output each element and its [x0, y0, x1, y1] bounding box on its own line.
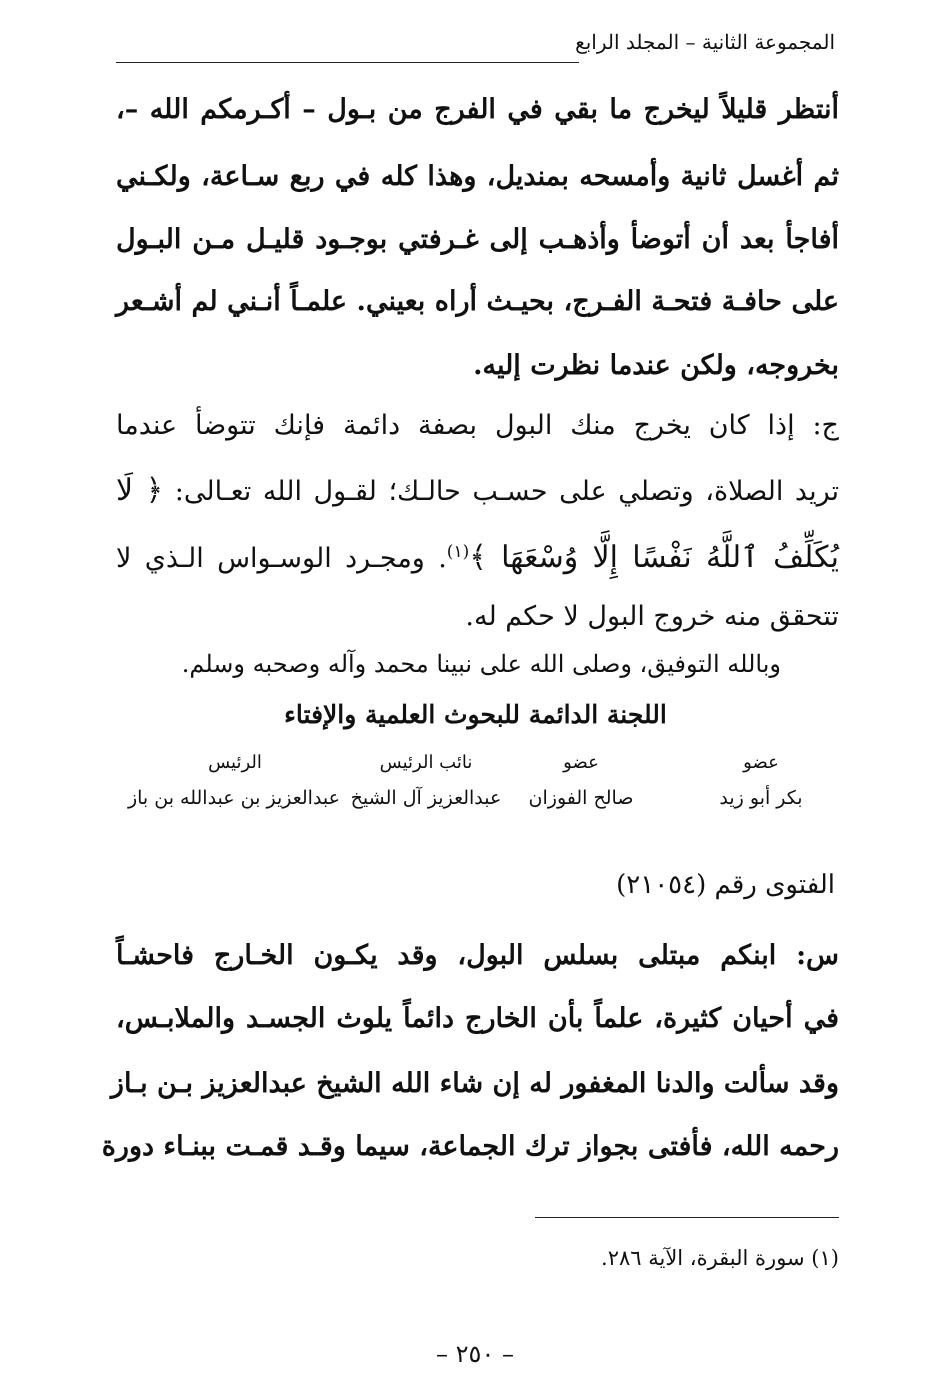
signatory-role: عضو	[743, 752, 779, 773]
answer-text: . ومجـرد الوسـواس الـذي لا	[116, 543, 447, 574]
header-rule	[116, 62, 579, 63]
footnote-marker: (١)	[446, 542, 470, 562]
signatory-name: عبدالعزيز بن عبدالله بن باز	[127, 787, 340, 809]
answer-line: تتحقق منه خروج البول لا حكم له.	[465, 601, 839, 632]
answer-line	[116, 540, 839, 575]
fatwa-number: الفتوى رقم (٢١٠٥٤)	[616, 870, 835, 900]
signatory-name: صالح الفوزان	[528, 787, 634, 809]
closing-formula: وبالله التوفيق، وصلى الله على نبينا محمد وآله وصحبه وسلم.	[181, 650, 781, 678]
signatory-role: نائب الرئيس	[379, 752, 473, 773]
answer-line: ج: إذا كان يخرج منك البول بصفة دائمة فإنك تتوضأ عندما	[116, 410, 839, 441]
quran-opening: ﴿ لَا	[116, 473, 164, 508]
answer-line	[116, 473, 839, 508]
signatory	[501, 752, 661, 809]
footnote: (١) سورة البقرة، الآية ٢٨٦.	[601, 1246, 839, 1270]
question-line: رحمه الله، فأفتى بجواز ترك الجماعة، سيما وقـد قمـت ببنـاء دورة	[101, 1131, 839, 1162]
signatory-name: بكر أبو زيد	[719, 787, 803, 809]
question-line: أفاجأ بعد أن أتوضأ وأذهـب إلى غـرفتي بوجـود قليـل مـن البـول	[116, 224, 839, 255]
running-header: المجموعة الثانية – المجلد الرابع	[575, 30, 835, 54]
footnote-rule	[535, 1217, 839, 1218]
question-line: ثم أغسل ثانية وأمسحه بمنديل، وهذا كله في ربع سـاعة، ولكـني	[116, 161, 839, 192]
page-number: – ٢٥٠ –	[436, 1340, 514, 1368]
committee-name: اللجنة الدائمة للبحوث العلمية والإفتاء	[284, 700, 667, 729]
signatory	[691, 752, 831, 809]
question-line: وقد سألت والدنا المغفور له إن شاء الله الشيخ عبدالعزيز بـن بـاز	[110, 1068, 839, 1099]
answer-text: تريد الصلاة، وتصلي على حسـب حالـك؛ لقـول الله تعـالى:	[163, 476, 839, 507]
question-line: في أحيان كثيرة، علماً بأن الخارج دائماً يلوث الجسـد والملابـس،	[116, 1003, 839, 1034]
signatory	[127, 752, 340, 809]
signatory-role: عضو	[563, 752, 599, 773]
question-line: على حافـة فتحـة الفـرج، بحيـث أراه بعيني. علمـاً أنـني لم أشـعر	[116, 286, 839, 317]
question-line: أنتظر قليلاً ليخرج ما بقي في الفرج من بـول – أكـرمكم الله –،	[116, 94, 839, 125]
quran-verse: يُكَلِّفُ ٱللَّهُ نَفْسًا إِلَّا وُسْعَهَا ﴾	[469, 540, 839, 575]
signatory	[331, 752, 521, 809]
question-line: بخروجه، ولكن عندما نظرت إليه.	[473, 350, 839, 381]
signatory-role: الرئيس	[208, 752, 262, 773]
question-line: س: ابنكم مبتلى بسلس البول، وقد يكـون الخـارج فاحشـاً	[116, 940, 839, 971]
signatory-name: عبدالعزيز آل الشيخ	[350, 787, 502, 809]
